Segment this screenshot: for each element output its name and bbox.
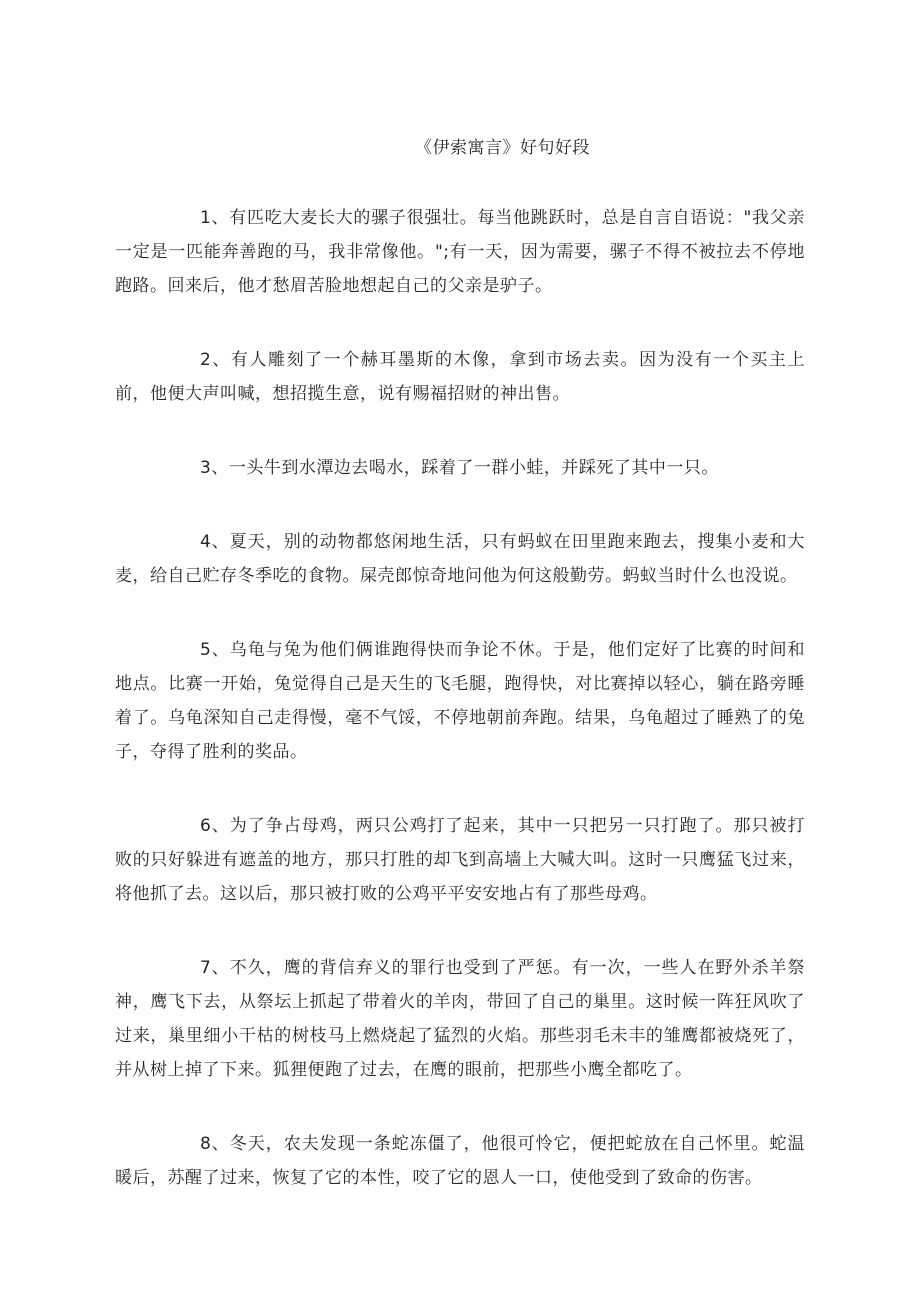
paragraph-2: 2、有人雕刻了一个赫耳墨斯的木像，拿到市场去卖。因为没有一个买主上前，他便大声叫喊，想招揽生意，说有赐福招财的神出售。 (115, 350, 805, 404)
paragraph-1: 1、有匹吃大麦长大的骡子很强壮。每当他跳跃时，总是自言自语说："我父亲一定是一匹能奔善跑的马，我非常像他。";有一天，因为需要，骡子不得不被拉去不停地跑路。回来后，他才愁眉苦脸地想起自己的父亲是驴子。 (115, 208, 805, 296)
paragraph-3: 3、一头牛到水潭边去喝水，踩着了一群小蛙，并踩死了其中一只。 (200, 458, 719, 478)
paragraph-8: 8、冬天，农夫发现一条蛇冻僵了，他很可怜它，便把蛇放在自己怀里。蛇温暖后，苏醒了过来，恢复了它的本性，咬了它的恩人一口，使他受到了致命的伤害。 (115, 1134, 805, 1188)
paragraph-7: 7、不久，鹰的背信弃义的罪行也受到了严惩。有一次，一些人在野外杀羊祭神，鹰飞下去，从祭坛上抓起了带着火的羊肉，带回了自己的巢里。这时候一阵狂风吹了过来，巢里细小干枯的树枝马上燃烧起了猛烈的火焰。那些羽毛未丰的雏鹰都被烧死了，并从树上掉了下来。狐狸便跑了过去，在鹰的眼前，把那些小鹰全都吃了。 (115, 958, 805, 1080)
paragraph-6: 6、为了争占母鸡，两只公鸡打了起来，其中一只把另一只打跑了。那只被打败的只好躲进有遮盖的地方，那只打胜的却飞到高墙上大喊大叫。这时一只鹰猛飞过来，将他抓了去。这以后，那只被打败的公鸡平平安安地占有了那些母鸡。 (115, 816, 805, 904)
paragraph-4: 4、夏天，别的动物都悠闲地生活，只有蚂蚁在田里跑来跑去，搜集小麦和大麦，给自己贮存冬季吃的食物。屎壳郎惊奇地问他为何这般勤劳。蚂蚁当时什么也没说。 (115, 532, 805, 586)
document-content (115, 0, 805, 1235)
document-title: 《伊索寓言》好句好段 (415, 138, 590, 158)
paragraph-5: 5、乌龟与兔为他们俩谁跑得快而争论不休。于是，他们定好了比赛的时间和地点。比赛一开始，兔觉得自己是天生的飞毛腿，跑得快，对比赛掉以轻心，躺在路旁睡着了。乌龟深知自己走得慢，毫不气馁，不停地朝前奔跑。结果，乌龟超过了睡熟了的兔子，夺得了胜利的奖品。 (115, 640, 805, 762)
